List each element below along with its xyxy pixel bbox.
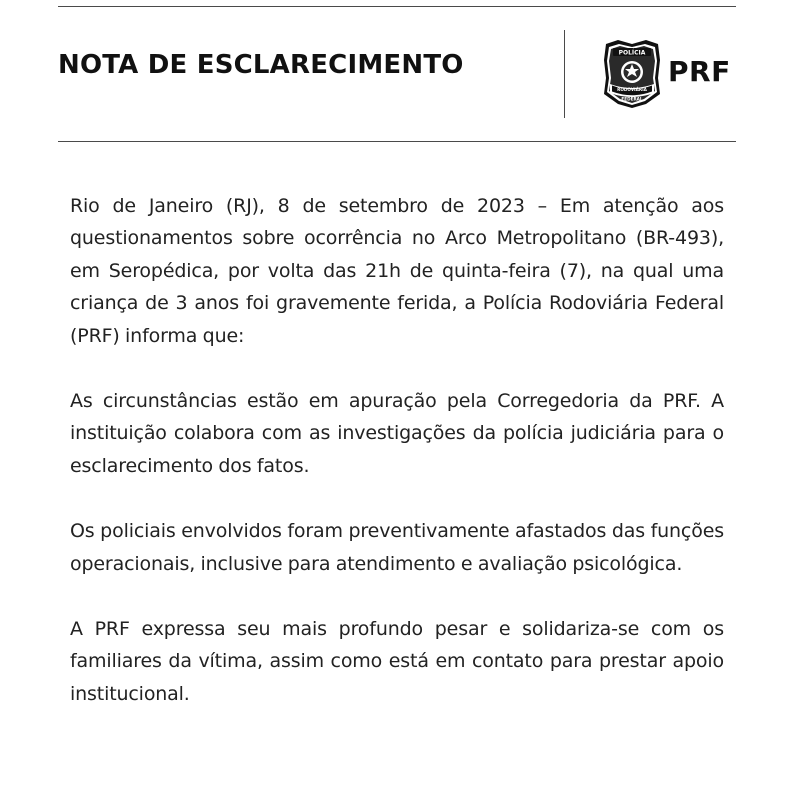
header-vertical-divider: [564, 30, 565, 118]
paragraph-officers: Os policiais envolvidos foram preventivamente afastados das funções operacionais, inclusive para atendimento e avaliação psicológica.: [70, 520, 724, 575]
badge-label-top: POLÍCIA: [618, 49, 646, 57]
badge-label-mid: RODOVIÁRIA: [617, 87, 647, 92]
prf-wordmark: PRF: [668, 55, 731, 88]
header-bottom-divider: [58, 141, 736, 142]
paragraph-intro: Rio de Janeiro (RJ), 8 de setembro de 2023 – Em atenção aos questionamentos sobre ocorrência no Arco Metropolitano (BR-493), em Seropédica, por volta das 21h de quinta-feira (7), na qual uma criança de 3 anos foi gravemente ferida, a Polícia Rodoviária Federal (PRF) informa que:: [70, 195, 724, 347]
note-body: [70, 190, 724, 743]
paragraph-condolences: A PRF expressa seu mais profundo pesar e solidariza-se com os familiares da vítima, assim como está em contato para prestar apoio institucional.: [70, 618, 724, 705]
badge-label-bottom: FEDERAL: [621, 96, 643, 102]
paragraph-investigation: As circunstâncias estão em apuração pela Corregedoria da PRF. A instituição colabora com as investigações da polícia judiciária para o esclarecimento dos fatos.: [70, 390, 724, 477]
top-divider: [58, 6, 736, 7]
prf-logo: [600, 38, 740, 110]
prf-badge-icon: [600, 38, 664, 110]
page-title: NOTA DE ESCLARECIMENTO: [58, 50, 464, 80]
